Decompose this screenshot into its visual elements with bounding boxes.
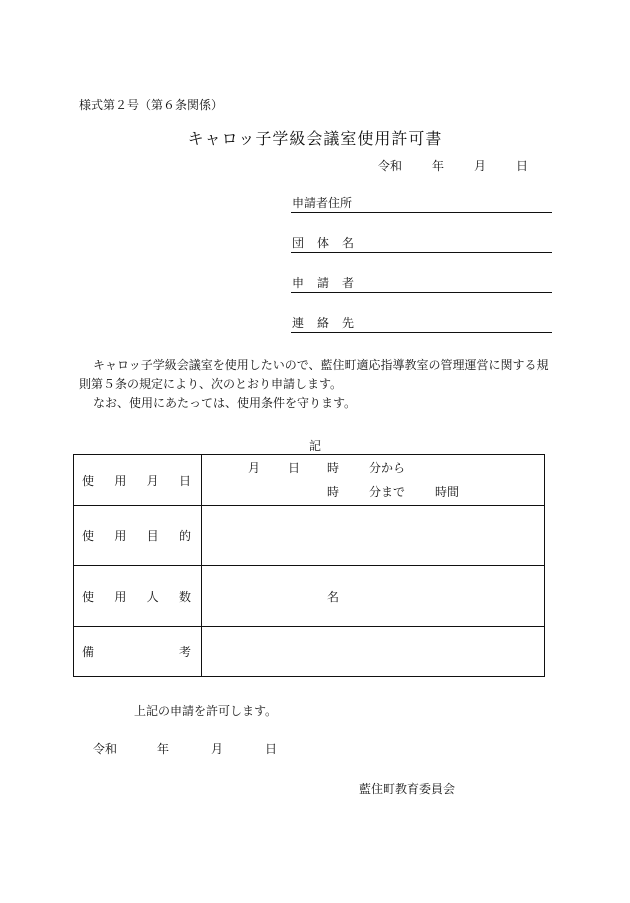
label-char: 用 (114, 529, 127, 543)
group-name-field[interactable] (291, 234, 552, 253)
document-title: キャロッ子学級会議室使用許可書 (187, 129, 443, 148)
table-row (74, 627, 545, 677)
label-char: 備 (82, 645, 95, 659)
usage-date-value-cell[interactable] (202, 455, 545, 506)
approval-date-year: 年 (157, 742, 170, 756)
purpose-label-cell (74, 506, 202, 566)
people-count-value-cell[interactable] (202, 566, 545, 627)
people-count-label-cell (74, 566, 202, 627)
remarks-value-cell[interactable] (202, 627, 545, 677)
purpose-value-cell[interactable] (202, 506, 545, 566)
usage-hour-to-unit: 時 (327, 485, 340, 499)
label-char: 人 (146, 589, 159, 604)
label-char: 的 (178, 529, 191, 543)
label-char: 用 (114, 473, 127, 488)
applicant-name-label: 申請者 (292, 276, 368, 290)
applicant-address-label: 申請者住所 (292, 196, 353, 210)
table-row (74, 566, 545, 627)
ki-heading: 記 (308, 439, 321, 453)
issuer-name: 藍住町教育委員会 (359, 782, 456, 796)
usage-hour-from-unit: 時 (327, 461, 340, 475)
usage-min-from-unit: 分から (369, 461, 406, 475)
table-row (74, 455, 545, 506)
application-statement (79, 356, 555, 413)
usage-min-to-unit: 分まで (369, 485, 406, 499)
people-unit: 名 (327, 590, 340, 604)
table-row (74, 506, 545, 566)
applicant-address-field[interactable] (291, 194, 552, 213)
label-char: 使 (82, 589, 95, 604)
remarks-label-cell (74, 627, 202, 677)
label-char: 月 (146, 473, 159, 488)
usage-table (73, 454, 545, 677)
date-day: 日 (516, 159, 529, 173)
label-char: 用 (114, 589, 127, 604)
approval-statement: 上記の申請を許可します。 (134, 704, 278, 718)
date-month: 月 (474, 159, 487, 173)
group-name-label: 団体名 (292, 236, 368, 250)
form-number: 様式第２号（第６条関係） (79, 98, 224, 112)
contact-field[interactable] (291, 314, 552, 333)
date-year: 年 (432, 159, 445, 173)
usage-hours-unit: 時間 (435, 485, 460, 499)
label-char: 数 (178, 589, 191, 604)
label-char: 使 (82, 473, 95, 488)
statement-paragraph-2: なお、使用にあたっては、使用条件を守ります。 (93, 396, 357, 410)
top-date (378, 157, 528, 174)
applicant-name-field[interactable] (291, 274, 552, 293)
approval-date-era: 令和 (93, 742, 118, 756)
contact-label: 連絡先 (292, 316, 368, 330)
label-char: 使 (82, 529, 95, 543)
approval-date-day: 日 (265, 742, 278, 756)
statement-paragraph-1: キャロッ子学級会議室を使用したいので、藍住町適応指導教室の管理運営に関する規則第５条の規定により、次のとおり申請します。 (79, 358, 549, 391)
usage-day-unit: 日 (288, 461, 301, 475)
approval-date-month: 月 (211, 742, 224, 756)
usage-date-label-cell (74, 455, 202, 506)
label-char: 目 (146, 529, 159, 543)
label-char: 日 (178, 473, 191, 488)
date-era: 令和 (378, 159, 403, 173)
usage-month-unit: 月 (248, 461, 261, 475)
approval-date (93, 740, 277, 757)
label-char: 考 (178, 645, 191, 659)
